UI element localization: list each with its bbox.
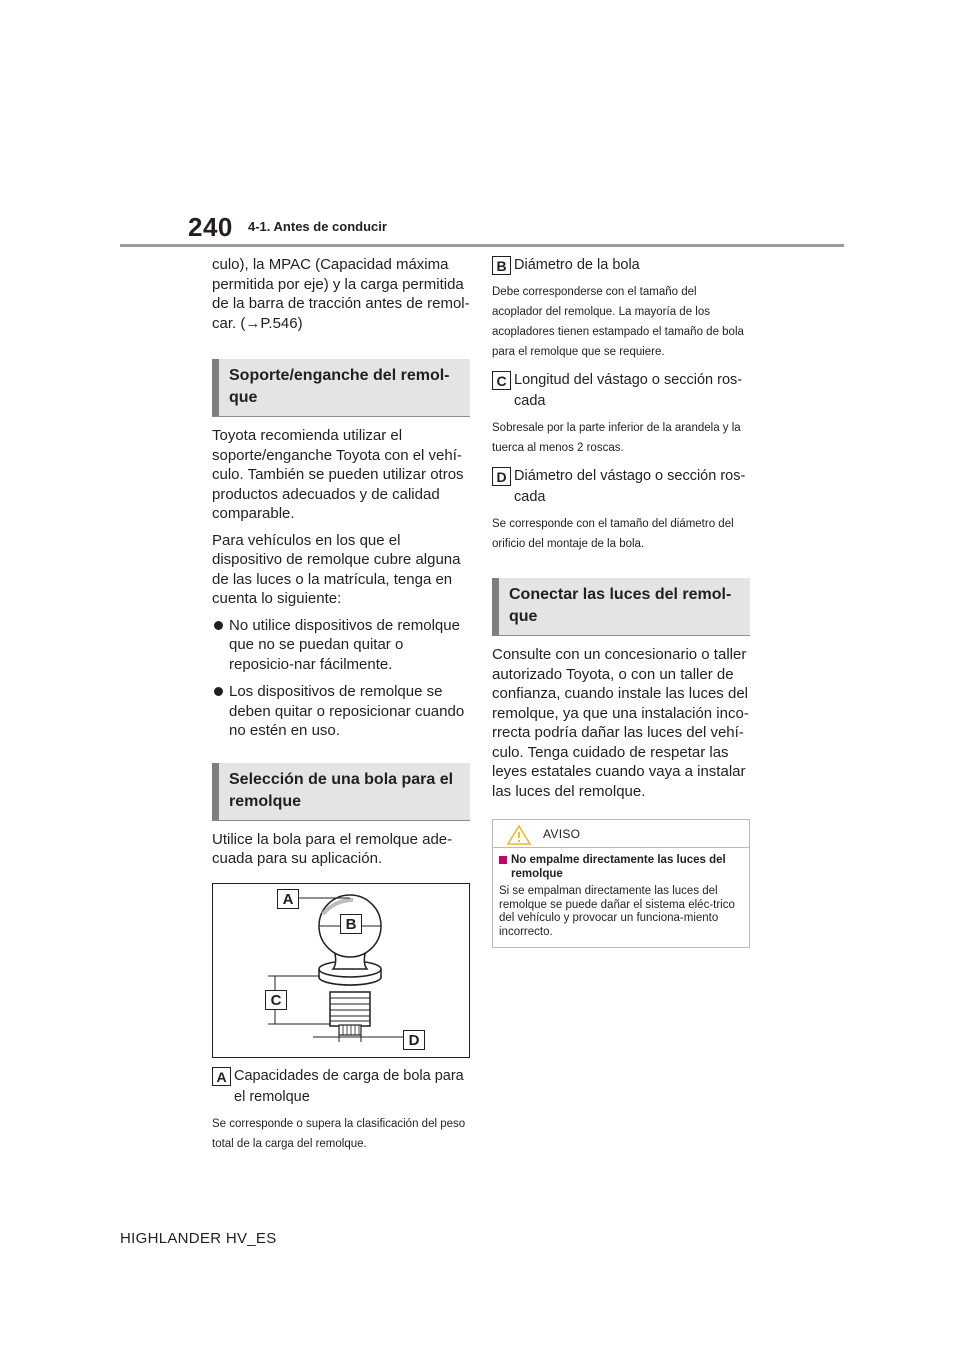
item-a-title-text: Capacidades de carga de bola para bbox=[234, 1067, 464, 1084]
figure-label-b: B bbox=[340, 914, 362, 934]
label-b-box: B bbox=[492, 256, 511, 275]
header-rule bbox=[120, 244, 844, 247]
item-b-title bbox=[492, 255, 750, 276]
bullet-text: Los dispositivos de remolque se deben quitar o reposicionar cuando no estén en uso. bbox=[229, 683, 465, 739]
warning-box bbox=[492, 819, 750, 948]
bullet-text: No utilice dispositivos de remolque que no se puedan quitar o reposicio-nar fácilmente. bbox=[229, 616, 460, 673]
hitch-ball-diagram bbox=[212, 883, 470, 1058]
paragraph-recomienda: Toyota recomienda utilizar el soporte/enganche Toyota con el vehí-culo. También se pueden utilizar otros productos adecuados y de calidad comparable. bbox=[212, 427, 464, 522]
section-title: 4-1. Antes de conducir bbox=[248, 219, 387, 234]
bullet-dot-icon bbox=[214, 687, 223, 696]
hitch-ball-illustration bbox=[213, 884, 471, 1059]
item-c-description: Sobresale por la parte inferior de la arandela y la tuerca al menos 2 roscas. bbox=[492, 422, 741, 454]
label-c-box: C bbox=[492, 371, 511, 390]
bullet-item bbox=[212, 616, 470, 675]
item-b-title-text: Diámetro de la bola bbox=[514, 257, 640, 273]
paragraph-utilice: Utilice la bola para el remolque ade-cuada para su aplicación. bbox=[212, 830, 453, 867]
warning-triangle-icon bbox=[507, 825, 531, 845]
paragraph-consulte: Consulte con un concesionario o taller autorizado Toyota, o con un taller de confianza, cuando instale las luces del remolque, ya que una instalación inco-rrecta podría dañar las luces del vehí-culo. Tenga cuidado de respetar las leyes estatales cuando vaya a instalar las luces del remolque. bbox=[492, 646, 749, 800]
page-number: 240 bbox=[188, 212, 233, 242]
heading-conectar-luces: Conectar las luces del remol-que bbox=[492, 578, 750, 636]
heading-seleccion-bola: Selección de una bola para el remolque bbox=[212, 763, 470, 821]
paragraph-vehiculos: Para vehículos en los que el dispositivo de remolque cubre alguna de las luces o la matrícula, tenga en cuenta lo siguiente: bbox=[212, 531, 461, 607]
heading-soporte-enganche: Soporte/enganche del remol-que bbox=[212, 359, 470, 417]
figure-label-d: D bbox=[403, 1030, 425, 1050]
item-c-title bbox=[492, 370, 750, 391]
item-c-title-cont: cada bbox=[514, 393, 546, 409]
item-a-title-cont: el remolque bbox=[234, 1088, 310, 1105]
item-d-title-text: Diámetro del vástago o sección ros- bbox=[514, 468, 746, 484]
warning-text: Si se empalman directamente las luces del remolque se puede dañar el sistema eléc-trico del vehículo y provocar un funciona-miento incorrecto. bbox=[499, 885, 735, 938]
bullet-item bbox=[212, 682, 470, 741]
label-a-box: A bbox=[212, 1067, 231, 1086]
figure-label-c: C bbox=[265, 990, 287, 1010]
warning-body bbox=[493, 848, 749, 947]
right-column bbox=[492, 255, 750, 948]
label-d-box: D bbox=[492, 467, 511, 486]
item-d-title-cont: cada bbox=[514, 489, 546, 505]
footer-model: HIGHLANDER HV_ES bbox=[120, 1230, 277, 1247]
item-d-description: Se corresponde con el tamaño del diámetro del orificio del montaje de la bola. bbox=[492, 518, 734, 550]
left-column bbox=[212, 255, 470, 1154]
item-a-title bbox=[212, 1066, 470, 1087]
item-c-title-text: Longitud del vástago o sección ros- bbox=[514, 372, 743, 388]
warning-label: AVISO bbox=[543, 827, 581, 841]
intro-paragraph: culo), la MPAC (Capacidad máxima permitida por eje) y la carga permitida de la barra de tracción antes de remol-car. (→P.546) bbox=[212, 256, 470, 332]
bullet-dot-icon bbox=[214, 621, 223, 630]
warning-title bbox=[499, 853, 743, 881]
item-b-description: Debe corresponderse con el tamaño del acoplador del remolque. La mayoría de los acopladores tienen estampado el tamaño de bola para el remolque que se requiere. bbox=[492, 286, 744, 358]
warning-title-text: No empalme directamente las luces del remolque bbox=[511, 854, 726, 880]
warning-header bbox=[493, 820, 749, 848]
item-a-description: Se corresponde o supera la clasificación del peso total de la carga del remolque. bbox=[212, 1117, 466, 1150]
figure-label-a: A bbox=[277, 889, 299, 909]
magenta-square-icon bbox=[499, 856, 507, 864]
item-d-title bbox=[492, 466, 750, 487]
